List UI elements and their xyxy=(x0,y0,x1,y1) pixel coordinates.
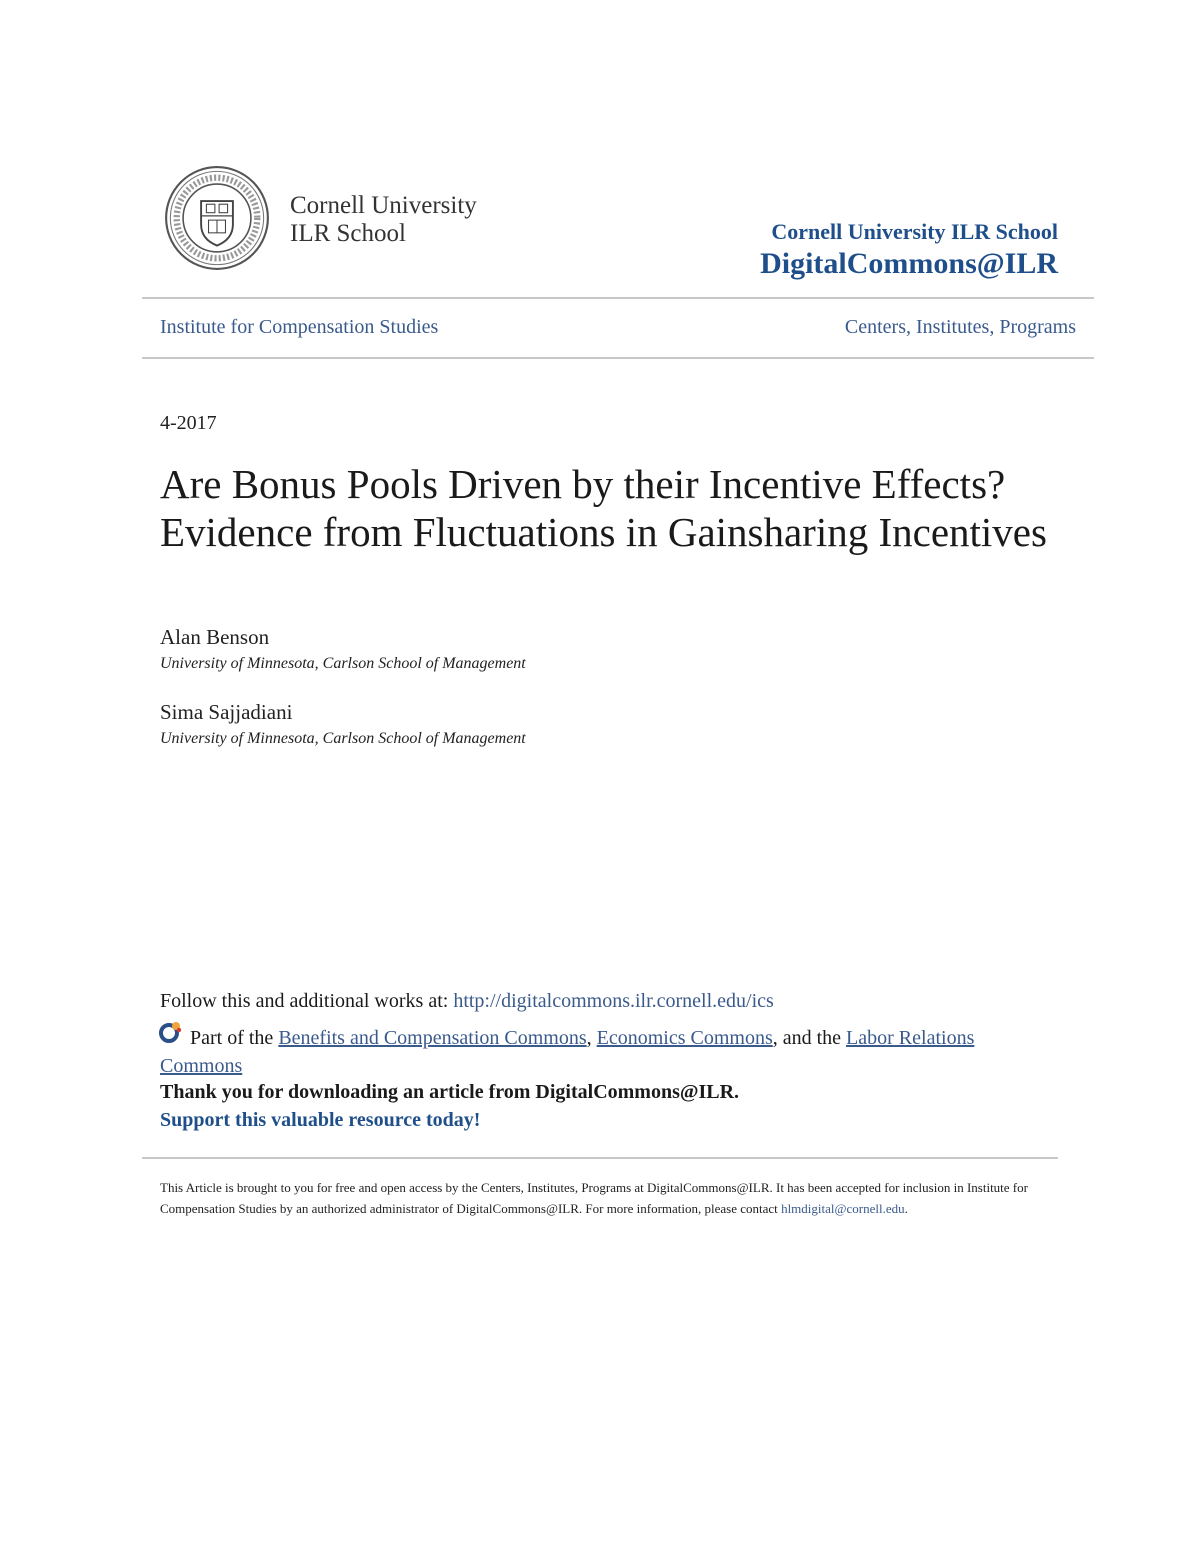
benefits-compensation-commons-link[interactable]: Benefits and Compensation Commons xyxy=(278,1027,587,1049)
centers-link[interactable]: Centers, Institutes, Programs xyxy=(844,316,1076,338)
contact-email-link[interactable]: hlmdigital@cornell.edu xyxy=(781,1201,905,1216)
follow-prefix: Follow this and additional works at: xyxy=(160,990,454,1012)
repository-link[interactable]: DigitalCommons@ILR xyxy=(760,247,1058,280)
author-name: Alan Benson xyxy=(160,625,270,649)
divider xyxy=(142,357,1094,359)
author-affiliation: University of Minnesota, Carlson School of Management xyxy=(160,655,526,672)
economics-commons-link[interactable]: Economics Commons xyxy=(596,1027,773,1049)
part-of-prefix: Part of the xyxy=(190,1027,279,1049)
divider xyxy=(142,1157,1058,1159)
separator: , xyxy=(586,1027,597,1049)
school-label[interactable]: Cornell University ILR School xyxy=(771,219,1058,244)
follow-url-link[interactable]: http://digitalcommons.ilr.cornell.edu/ics xyxy=(453,990,774,1012)
author-name: Sima Sajjadiani xyxy=(160,700,293,724)
part-of-line xyxy=(160,1024,1020,1080)
cornell-seal-icon xyxy=(164,165,270,271)
author-affiliation: University of Minnesota, Carlson School of Management xyxy=(160,730,526,747)
labor-relations-commons-link[interactable]: Labor Relations Commons xyxy=(160,1027,975,1077)
thanks-message: Thank you for downloading an article from DigitalCommons@ILR. xyxy=(160,1081,740,1103)
publication-date: 4-2017 xyxy=(160,412,217,434)
footer-text: This Article is brought to you for free and open access by the Centers, Institutes, Programs at DigitalCommons@ILR. It has been accepted for inclusion in Institute for Compensation Studies by an authorized administrator of DigitalCommons@ILR. For more information, please contact xyxy=(160,1180,1028,1216)
article-title: Are Bonus Pools Driven by their Incentive Effects? Evidence from Fluctuations in Gainsharing Incentives xyxy=(160,461,1047,555)
footer-end: . xyxy=(904,1201,908,1216)
footer-notice xyxy=(160,1177,1050,1219)
separator: , and the xyxy=(772,1027,847,1049)
logo-text-school: ILR School xyxy=(290,220,406,247)
follow-line xyxy=(160,990,774,1013)
divider xyxy=(142,297,1094,299)
institute-link[interactable]: Institute for Compensation Studies xyxy=(160,316,439,338)
logo-text-university: Cornell University xyxy=(290,192,477,219)
support-link[interactable]: Support this valuable resource today! xyxy=(160,1109,481,1131)
